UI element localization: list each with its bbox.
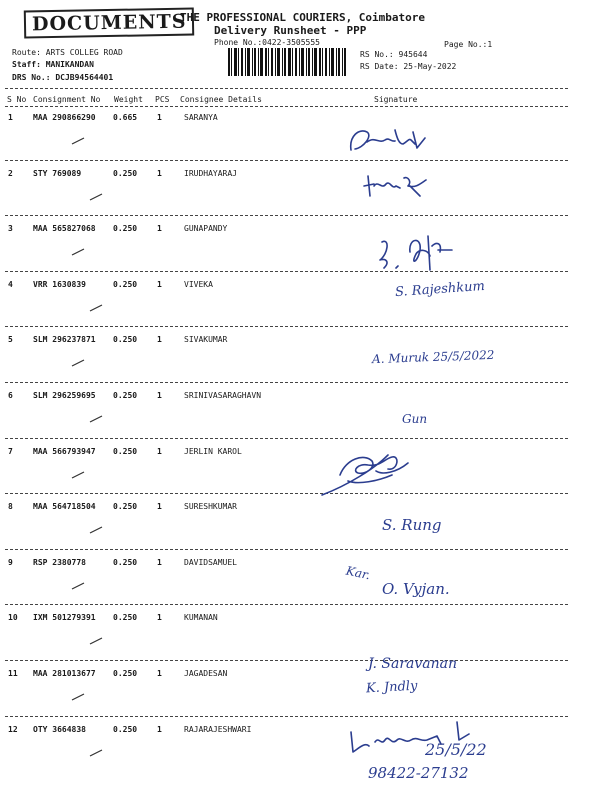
row-pcs: 1	[157, 558, 162, 567]
rs-number: RS No.: 945644	[360, 50, 428, 59]
row-consignee: SIVAKUMAR	[184, 335, 228, 344]
tick-mark	[88, 747, 106, 757]
row-divider	[5, 271, 568, 272]
row-consignee: VIVEKA	[184, 280, 213, 289]
tick-mark	[70, 246, 88, 256]
row-divider	[5, 716, 568, 717]
drs-number: DRS No.: DCJB94564401	[12, 73, 114, 82]
col-sno: S No	[7, 95, 27, 104]
row-pcs: 1	[157, 391, 162, 400]
signature-3	[372, 232, 462, 274]
row-sno: 3	[8, 224, 13, 233]
row-consignment-no: MAA 281013677	[33, 669, 96, 678]
row-weight: 0.250	[113, 613, 138, 622]
row-divider	[5, 438, 568, 439]
row-pcs: 1	[157, 725, 162, 734]
signature-11a: J. Saravanan	[368, 656, 458, 672]
col-signature: Signature	[374, 95, 418, 104]
signature-9b: O. Vyjan.	[382, 580, 450, 598]
row-consignment-no: VRR 1630839	[33, 280, 86, 289]
page-number: Page No.:1	[444, 40, 493, 49]
row-divider	[5, 493, 568, 494]
row-consignment-no: SLM 296237871	[33, 335, 96, 344]
signature-6: Gun	[402, 412, 428, 426]
row-consignment-no: MAA 565827068	[33, 224, 96, 233]
row-weight: 0.250	[113, 669, 138, 678]
tick-mark	[70, 691, 88, 701]
signature-8: S. Rung	[382, 516, 442, 534]
col-pcs: PCS	[155, 95, 170, 104]
col-consignment: Consignment No	[33, 95, 101, 104]
row-consignment-no: MAA 290866290	[33, 113, 96, 122]
signature-2	[360, 172, 440, 200]
header-top-divider	[5, 88, 568, 89]
row-sno: 7	[8, 447, 13, 456]
signature-12-phone: 98422-27132	[368, 764, 469, 782]
row-pcs: 1	[157, 169, 162, 178]
row-consignee: JAGADESAN	[184, 669, 228, 678]
col-weight: Weight	[114, 95, 143, 104]
row-sno: 1	[8, 113, 13, 122]
row-consignment-no: OTY 3664838	[33, 725, 86, 734]
row-sno: 9	[8, 558, 13, 567]
row-consignment-no: MAA 564718504	[33, 502, 96, 511]
route: Route: ARTS COLLEG ROAD	[12, 48, 123, 57]
row-divider	[5, 549, 568, 550]
row-weight: 0.250	[113, 280, 138, 289]
barcode	[228, 48, 346, 76]
tick-mark	[88, 413, 106, 423]
row-sno: 2	[8, 169, 13, 178]
row-pcs: 1	[157, 335, 162, 344]
row-divider	[5, 660, 568, 661]
row-consignee: JERLIN KAROL	[184, 447, 242, 456]
signature-9a: Kar.	[344, 563, 372, 583]
row-weight: 0.250	[113, 335, 138, 344]
row-pcs: 1	[157, 224, 162, 233]
row-weight: 0.250	[113, 224, 138, 233]
rs-date: RS Date: 25-May-2022	[360, 62, 457, 71]
row-consignment-no: RSP 2380778	[33, 558, 86, 567]
row-consignment-no: STY 769089	[33, 169, 82, 178]
row-pcs: 1	[157, 613, 162, 622]
row-sno: 5	[8, 335, 13, 344]
signature-11b: K. Jndly	[365, 678, 418, 697]
row-divider	[5, 160, 568, 161]
row-weight: 0.250	[113, 447, 138, 456]
row-weight: 0.250	[113, 725, 138, 734]
row-sno: 10	[8, 613, 18, 622]
phone-number: Phone No.:0422-3505555	[214, 38, 320, 47]
row-weight: 0.250	[113, 502, 138, 511]
row-consignee: SARANYA	[184, 113, 218, 122]
row-consignee: GUNAPANDY	[184, 224, 228, 233]
row-divider	[5, 326, 568, 327]
tick-mark	[88, 302, 106, 312]
staff: Staff: MANIKANDAN	[12, 60, 94, 69]
company-name: THE PROFESSIONAL COURIERS, Coimbatore	[180, 11, 426, 24]
tick-mark	[70, 580, 88, 590]
col-consignee: Consignee Details	[180, 95, 262, 104]
row-sno: 11	[8, 669, 18, 678]
row-consignee: KUMANAN	[184, 613, 218, 622]
tick-mark	[88, 191, 106, 201]
row-pcs: 1	[157, 447, 162, 456]
signature-4: S. Rajeshkum	[394, 278, 486, 301]
row-consignee: RAJARAJESHWARI	[184, 725, 252, 734]
row-consignment-no: MAA 566793947	[33, 447, 96, 456]
row-weight: 0.250	[113, 169, 138, 178]
row-weight: 0.665	[113, 113, 138, 122]
row-sno: 12	[8, 725, 18, 734]
runsheet-title: Delivery Runsheet - PPP	[214, 24, 367, 37]
signature-12-date: 25/5/22	[425, 740, 487, 759]
row-consignee: SRINIVASARAGHAVN	[184, 391, 262, 400]
row-pcs: 1	[157, 280, 162, 289]
tick-mark	[88, 635, 106, 645]
row-pcs: 1	[157, 669, 162, 678]
row-sno: 6	[8, 391, 13, 400]
row-divider	[5, 215, 568, 216]
signature-7	[318, 445, 418, 500]
row-weight: 0.250	[113, 391, 138, 400]
row-sno: 8	[8, 502, 13, 511]
row-consignee: IRUDHAYARAJ	[184, 169, 237, 178]
row-sno: 4	[8, 280, 13, 289]
tick-mark	[70, 135, 88, 145]
row-weight: 0.250	[113, 558, 138, 567]
row-divider	[5, 382, 568, 383]
row-divider	[5, 604, 568, 605]
row-consignment-no: SLM 296259695	[33, 391, 96, 400]
row-consignee: DAVIDSAMUEL	[184, 558, 237, 567]
tick-mark	[70, 357, 88, 367]
row-consignee: SURESHKUMAR	[184, 502, 237, 511]
signature-5: A. Muruk 25/5/2022	[371, 347, 495, 367]
row-pcs: 1	[157, 502, 162, 511]
tick-mark	[70, 469, 88, 479]
documents-stamp: DOCUMENTS	[24, 8, 195, 39]
tick-mark	[88, 524, 106, 534]
row-pcs: 1	[157, 113, 162, 122]
signature-1	[345, 122, 435, 157]
header-bottom-divider	[5, 106, 568, 107]
row-consignment-no: IXM 501279391	[33, 613, 96, 622]
